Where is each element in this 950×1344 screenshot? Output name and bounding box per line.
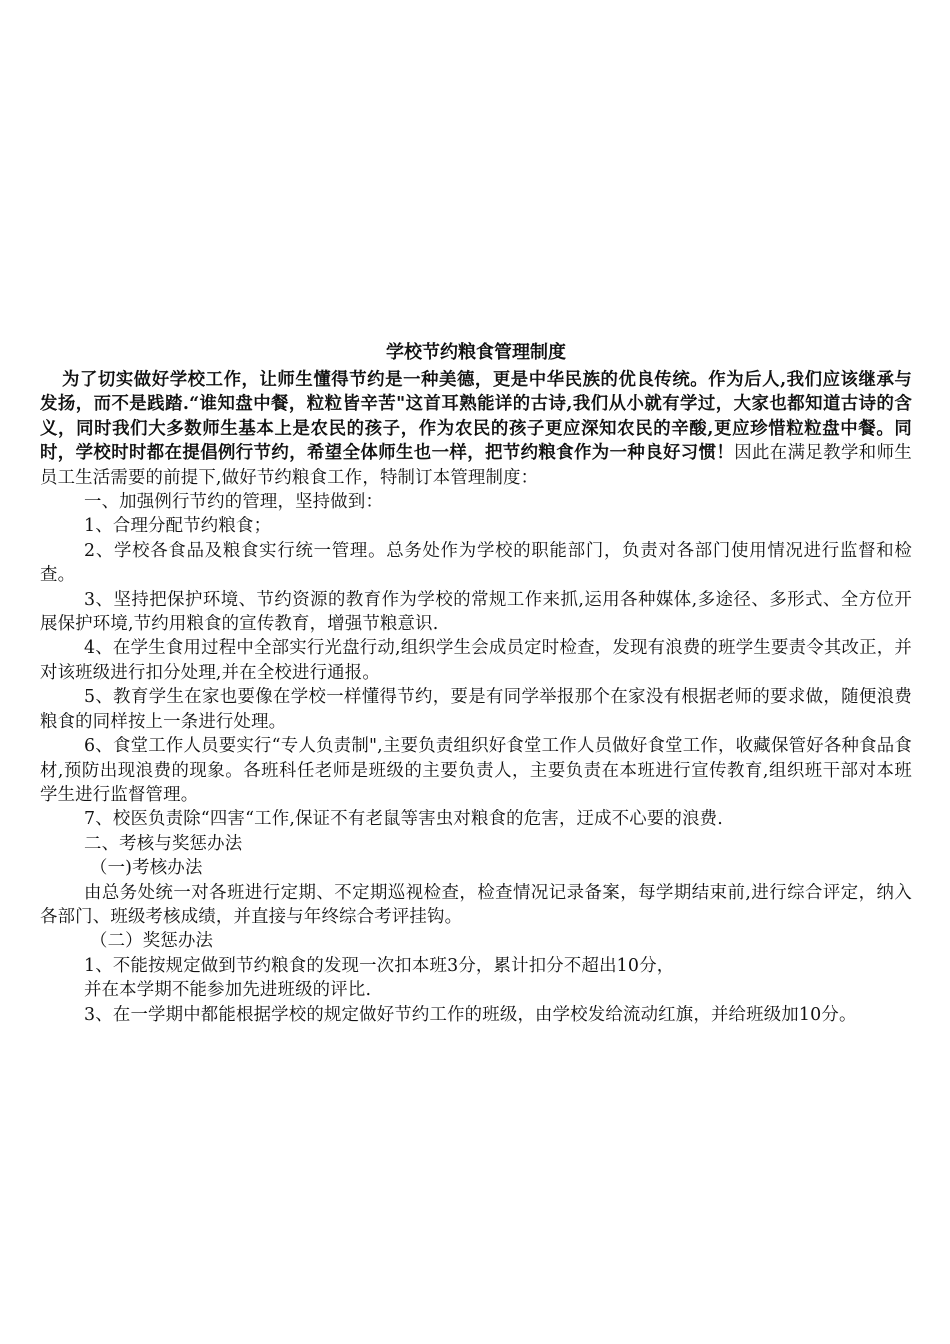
list-item: 1、不能按规定做到节约粮食的发现一次扣本班3分，累计扣分不超出10分， (84, 955, 675, 976)
list-item: 6、食堂工作人员要实行“专人负责制",主要负责组织好食堂工作人员做好食堂工作，收藏保管好各种食品食材,预防出现浪费的现象。各班科任老师是班级的主要负责人，主要负责在本班进行宣传教育,组织班干部对本班学生进行监督管理。 (40, 736, 912, 805)
list-item: 3、坚持把保护环境、节约资源的教育作为学校的常规工作来抓,运用各种媒体,多途径、多形式、全方位开展保护环境,节约用粮食的宣传教育，增强节粮意识. (40, 589, 912, 635)
list-item: 5、教育学生在家也要像在学校一样懂得节约，要是有同学举报那个在家没有根据老师的要求做，随便浪费粮食的同样按上一条进行处理。 (40, 687, 912, 732)
list-item-continuation: 并在本学期不能参加先进班级的评比. (84, 980, 372, 1001)
subsection-heading: （二）奖惩办法 (90, 931, 214, 952)
intro-normal-text: 因此在满足教学和师生员工生活需要的前提下,做好节约粮食工作，特制订本管理制度： (40, 443, 912, 488)
intro-bold-text: 为了切实做好学校工作，让师生懂得节约是一种美德，更是中华民族的优良传统。作为后人,我们应该继承与发扬，而不是践踏.“谁知盘中餐，粒粒皆辛苦"这首耳熟能详的古诗,我们从小就有学过，大家也都知道古诗的含义，同时我们大多数师生基本上是农民的孩子，作为农民的孩子更应深知农民的辛酸,更应珍惜粒粒盘中餐。同时，学校时时都在提倡例行节约，希望全体师生也一样，把节约粮食作为一种良好习惯！ (40, 370, 913, 464)
list-item: 4、在学生食用过程中全部实行光盘行动,组织学生会成员定时检查，发现有浪费的班学生要责令其改正，并对该班级进行扣分处理,并在全校进行通报。 (40, 638, 912, 683)
document-title: 学校节约粮食管理制度 (386, 342, 566, 363)
list-item: 3、在一学期中都能根据学校的规定做好节约工作的班级，由学校发给流动红旗，并给班级加10分。 (84, 1004, 857, 1025)
intro-paragraph (40, 368, 912, 490)
list-item: 7、校医负责除“四害“工作,保证不有老鼠等害虫对粮食的危害，迂成不心要的浪费. (84, 809, 723, 830)
section1-heading: 一、加强例行节约的管理，坚持做到： (84, 492, 384, 513)
subsection-heading: （一)考核办法 (90, 858, 203, 879)
document-body (40, 340, 912, 1027)
list-item: 2、学校各食品及粮食实行统一管理。总务处作为学校的职能部门，负责对各部门使用情况进行监督和检查。 (40, 540, 912, 586)
section2-heading: 二、考核与奖惩办法 (84, 833, 243, 854)
list-item: 1、合理分配节约粮食； (84, 516, 272, 537)
assessment-text: 由总务处统一对各班进行定期、不定期巡视检查，检查情况记录备案，每学期结束前,进行综合评定，纳入各部门、班级考核成绩，并直接与年终综合考评挂钩。 (40, 882, 912, 927)
